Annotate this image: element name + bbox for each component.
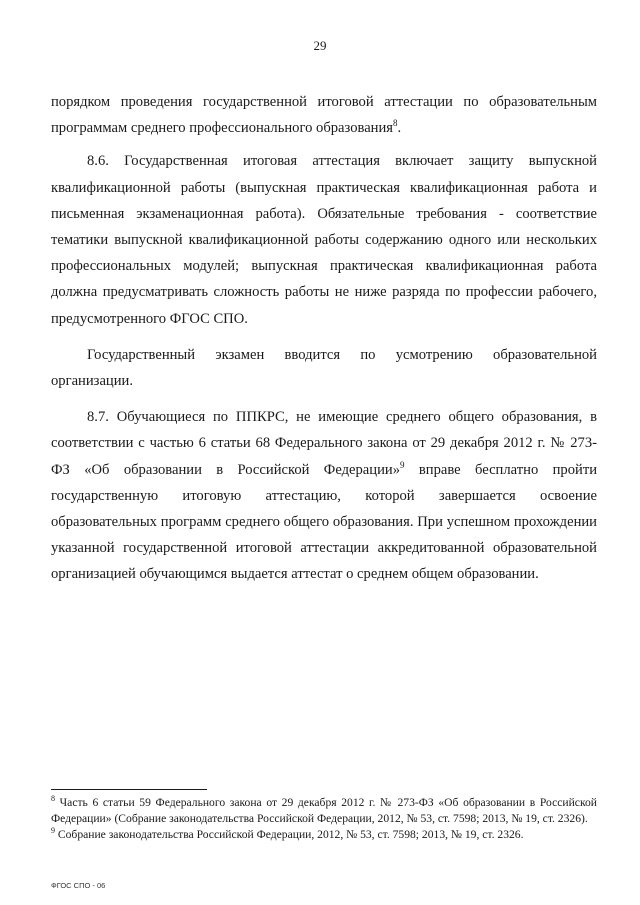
footnote-ref[interactable]: 9: [400, 459, 405, 470]
document-body: [51, 89, 597, 588]
footnote-separator: [51, 789, 207, 790]
paragraph-end: .: [397, 120, 402, 137]
paragraph-state-exam: [51, 342, 597, 394]
paragraph-continuation: [51, 89, 597, 141]
paragraph-text: 8.7. Обучающиеся по ППКРС, не имеющие среднего общего образования, в соответствии с частью 6 статьи 68 Федерального закона от 29 декабря 2012 г. № 273-ФЗ «Об образовании в Российской Федерации»: [51, 409, 597, 478]
footnote-number: 9: [51, 826, 55, 836]
paragraph-text: вправе бесплатно пройти государственную итоговую аттестацию, которой завершается освоение образовательных программ среднего общего образования. При успешном прохождении указанной государственной итоговой аттестации аккредитованной образовательной организацией обучающимся выдается аттестат о среднем общем образовании.: [51, 461, 598, 583]
page-number: 29: [313, 38, 327, 53]
footnote-ref[interactable]: 8: [393, 118, 398, 129]
paragraph-text: Государственный экзамен вводится по усмотрению образовательной организации.: [51, 346, 597, 390]
paragraph-8-6: [51, 148, 597, 331]
footnote-9: [51, 827, 597, 843]
footnotes: [51, 795, 597, 843]
footnote-text: Часть 6 статьи 59 Федерального закона от 29 декабря 2012 г. № 273-ФЗ «Об образовании в Российской Федерации» (Собрание законодательства Российской Федерации, 2012, № 53, ст. 7598; 2013, № 19, ст. 2326).: [51, 796, 597, 825]
footnote-text: Собрание законодательства Российской Федерации, 2012, № 53, ст. 7598; 2013, № 19, ст. 2326.: [55, 828, 524, 841]
footnote-number: 8: [51, 794, 55, 804]
footnote-8: [51, 795, 597, 827]
paragraph-text: 8.6. Государственная итоговая аттестация включает защиту выпускной квалификационной работы (выпускная практическая квалификационная работа и письменная экзаменационная работа). Обязательные требования - соответствие тематики выпускной квалификационной работы содержанию одного или нескольких профессиональных модулей; выпускная практическая квалификационная работа должна предусматривать сложность работы не ниже разряда по профессии рабочего, предусмотренного ФГОС СПО.: [51, 153, 597, 327]
paragraph-8-7: [51, 404, 597, 587]
page-footer: ФГОС СПО - 06: [51, 881, 106, 890]
paragraph-text: порядком проведения государственной итоговой аттестации по образовательным программам среднего профессионального образования: [51, 94, 597, 137]
